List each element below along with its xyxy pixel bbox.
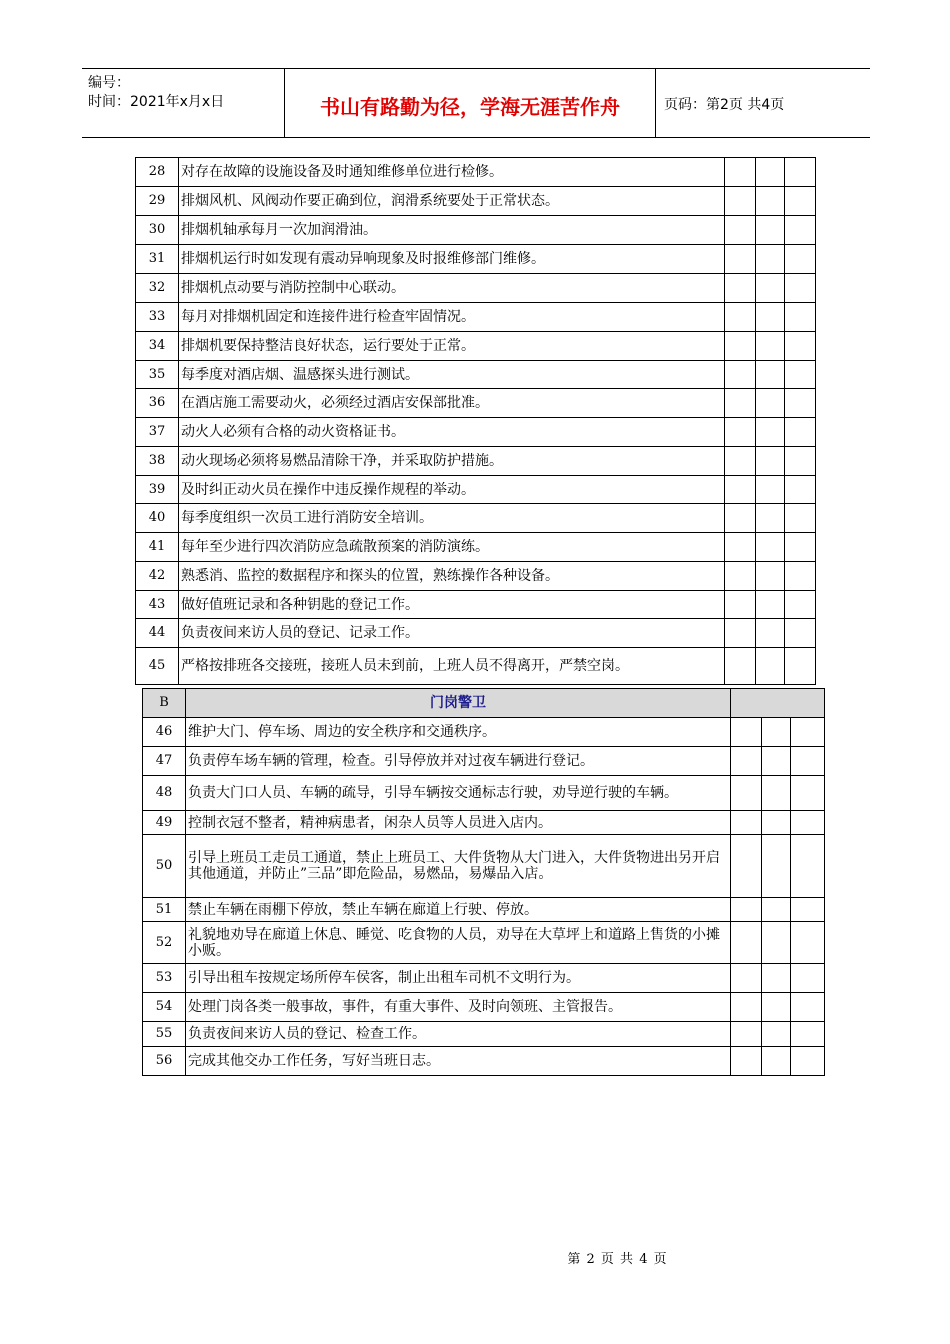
check-cell-2[interactable]	[756, 447, 785, 476]
table-row	[143, 811, 825, 835]
item-description: 礼貌地劝导在廊道上休息、睡觉、吃食物的人员，劝导在大草坪上和道路上售货的小摊小贩。	[186, 922, 731, 964]
check-cell-3[interactable]	[785, 303, 816, 332]
item-number: 56	[143, 1047, 186, 1076]
check-cell-2[interactable]	[762, 776, 791, 811]
check-cell-2[interactable]	[756, 274, 785, 303]
check-cell-1[interactable]	[725, 389, 756, 418]
table-row	[136, 158, 816, 187]
table-row	[143, 776, 825, 811]
check-cell-2[interactable]	[756, 562, 785, 591]
item-number: 41	[136, 533, 179, 562]
check-cell-2[interactable]	[762, 964, 791, 993]
item-number: 40	[136, 504, 179, 533]
table-row	[136, 418, 816, 447]
item-description: 每季度组织一次员工进行消防安全培训。	[179, 504, 725, 533]
item-description: 动火人必须有合格的动火资格证书。	[179, 418, 725, 447]
check-cell-2[interactable]	[756, 504, 785, 533]
check-cell-2[interactable]	[756, 216, 785, 245]
item-description: 引导出租车按规定场所停车侯客，制止出租车司机不文明行为。	[186, 964, 731, 993]
serial-number-label: 编号：	[88, 75, 130, 91]
item-number: 55	[143, 1022, 186, 1047]
check-cell-3[interactable]	[785, 361, 816, 389]
item-description: 控制衣冠不整者，精神病患者，闲杂人员等人员进入店内。	[186, 811, 731, 835]
section-title: 门岗警卫	[186, 689, 731, 718]
check-cell-1[interactable]	[725, 533, 756, 562]
check-cell-1[interactable]	[731, 718, 762, 747]
check-cell-1[interactable]	[731, 898, 762, 922]
check-cell-3[interactable]	[791, 1022, 825, 1047]
check-cell-2[interactable]	[756, 245, 785, 274]
item-number: 54	[143, 993, 186, 1022]
item-number: 38	[136, 447, 179, 476]
check-cell-3[interactable]	[791, 718, 825, 747]
check-cell-3[interactable]	[785, 158, 816, 187]
item-description: 处理门岗各类一般事故，事件，有重大事件、及时向领班、主管报告。	[186, 993, 731, 1022]
check-cell-3[interactable]	[791, 898, 825, 922]
table-a-body	[136, 158, 816, 685]
item-number: 32	[136, 274, 179, 303]
table-row	[136, 361, 816, 389]
item-description: 动火现场必须将易燃品清除干净，并采取防护措施。	[179, 447, 725, 476]
table-row	[136, 619, 816, 648]
check-cell-3[interactable]	[785, 619, 816, 648]
header-motto-cell	[285, 69, 656, 137]
item-number: 51	[143, 898, 186, 922]
item-description: 每季度对酒店烟、温感探头进行测试。	[179, 361, 725, 389]
check-cell-2[interactable]	[762, 922, 791, 964]
page-footer: 第 2 页 共 4 页	[567, 1252, 668, 1267]
check-cell-2[interactable]	[762, 811, 791, 835]
check-cell-1[interactable]	[725, 274, 756, 303]
check-cell-2[interactable]	[762, 993, 791, 1022]
item-description: 做好值班记录和各种钥匙的登记工作。	[179, 591, 725, 619]
item-description: 负责夜间来访人员的登记、记录工作。	[179, 619, 725, 648]
item-number: 33	[136, 303, 179, 332]
check-cell-1[interactable]	[725, 447, 756, 476]
check-cell-2[interactable]	[756, 619, 785, 648]
item-description: 严格按排班各交接班，接班人员未到前，上班人员不得离开，严禁空岗。	[179, 648, 725, 685]
check-cell-1[interactable]	[725, 245, 756, 274]
check-cell-1[interactable]	[731, 835, 762, 898]
check-cell-1[interactable]	[725, 187, 756, 216]
check-cell-3[interactable]	[791, 964, 825, 993]
section-letter: B	[143, 689, 186, 718]
item-number: 37	[136, 418, 179, 447]
date-label: 时间：2021年x月x日	[88, 94, 225, 110]
check-cell-3[interactable]	[785, 274, 816, 303]
item-description: 每年至少进行四次消防应急疏散预案的消防演练。	[179, 533, 725, 562]
item-description: 排烟机点动要与消防控制中心联动。	[179, 274, 725, 303]
check-cell-2[interactable]	[756, 303, 785, 332]
table-row	[136, 504, 816, 533]
check-cell-3[interactable]	[785, 504, 816, 533]
table-row	[143, 898, 825, 922]
check-cell-3[interactable]	[785, 533, 816, 562]
item-description: 负责夜间来访人员的登记、检查工作。	[186, 1022, 731, 1047]
check-cell-3[interactable]	[785, 389, 816, 418]
check-cell-2[interactable]	[762, 898, 791, 922]
check-cell-1[interactable]	[725, 562, 756, 591]
table-row	[136, 648, 816, 685]
check-cell-1[interactable]	[725, 158, 756, 187]
table-row	[136, 562, 816, 591]
check-cell-2[interactable]	[762, 718, 791, 747]
check-cell-3[interactable]	[785, 332, 816, 361]
item-number: 34	[136, 332, 179, 361]
table-row	[136, 447, 816, 476]
check-cell-3[interactable]	[791, 776, 825, 811]
check-cell-2[interactable]	[762, 1047, 791, 1076]
check-cell-2[interactable]	[756, 648, 785, 685]
table-row	[143, 747, 825, 776]
table-row	[136, 245, 816, 274]
table-row	[136, 389, 816, 418]
item-number: 52	[143, 922, 186, 964]
check-cell-1[interactable]	[731, 993, 762, 1022]
table-row	[143, 1022, 825, 1047]
check-cell-2[interactable]	[756, 332, 785, 361]
check-cell-3[interactable]	[791, 835, 825, 898]
duty-checklist-table-a	[135, 157, 816, 685]
document-header	[82, 68, 870, 138]
check-cell-2[interactable]	[756, 418, 785, 447]
item-description: 负责停车场车辆的管理，检查。引导停放并对过夜车辆进行登记。	[186, 747, 731, 776]
check-cell-1[interactable]	[731, 776, 762, 811]
item-number: 30	[136, 216, 179, 245]
item-number: 43	[136, 591, 179, 619]
duty-checklist-table-b	[142, 688, 825, 1076]
check-cell-1[interactable]	[725, 361, 756, 389]
check-cell-3[interactable]	[785, 187, 816, 216]
check-cell-3[interactable]	[785, 418, 816, 447]
item-number: 35	[136, 361, 179, 389]
check-cell-2[interactable]	[762, 835, 791, 898]
check-cell-3[interactable]	[785, 562, 816, 591]
table-row	[143, 993, 825, 1022]
table-row	[143, 718, 825, 747]
item-number: 36	[136, 389, 179, 418]
table-row	[136, 187, 816, 216]
check-cell-2[interactable]	[762, 1022, 791, 1047]
table-row	[143, 922, 825, 964]
motto-text: 书山有路勤为径，学海无涯苦作舟	[320, 95, 620, 119]
check-cell-2[interactable]	[756, 158, 785, 187]
table-row	[136, 476, 816, 504]
table-row	[136, 332, 816, 361]
item-number: 50	[143, 835, 186, 898]
check-cell-1[interactable]	[725, 216, 756, 245]
item-description: 引导上班员工走员工通道，禁止上班员工、大件货物从大门进入，大件货物进出另开启其他通道，并防止”三品”即危险品，易燃品，易爆品入店。	[186, 835, 731, 898]
item-number: 49	[143, 811, 186, 835]
check-cell-1[interactable]	[725, 591, 756, 619]
check-cell-3[interactable]	[785, 648, 816, 685]
item-description: 对存在故障的设施设备及时通知维修单位进行检修。	[179, 158, 725, 187]
check-cell-1[interactable]	[731, 922, 762, 964]
check-cell-1[interactable]	[725, 476, 756, 504]
check-cell-1[interactable]	[731, 811, 762, 835]
item-description: 排烟机轴承每月一次加润滑油。	[179, 216, 725, 245]
item-description: 及时纠正动火员在操作中违反操作规程的举动。	[179, 476, 725, 504]
check-cell-3[interactable]	[785, 245, 816, 274]
check-cell-1[interactable]	[731, 1022, 762, 1047]
table-row	[143, 1047, 825, 1076]
item-number: 46	[143, 718, 186, 747]
check-cell-3[interactable]	[791, 747, 825, 776]
check-cell-1[interactable]	[731, 964, 762, 993]
item-number: 42	[136, 562, 179, 591]
item-number: 28	[136, 158, 179, 187]
check-cell-3[interactable]	[791, 1047, 825, 1076]
check-cell-1[interactable]	[725, 418, 756, 447]
check-cell-2[interactable]	[756, 187, 785, 216]
section-header-row	[143, 689, 825, 718]
item-number: 44	[136, 619, 179, 648]
check-cell-1[interactable]	[725, 504, 756, 533]
check-cell-3[interactable]	[785, 216, 816, 245]
check-cell-2[interactable]	[762, 747, 791, 776]
item-description: 每月对排烟机固定和连接件进行检查牢固情况。	[179, 303, 725, 332]
item-description: 负责大门口人员、车辆的疏导，引导车辆按交通标志行驶，劝导逆行驶的车辆。	[186, 776, 731, 811]
item-number: 47	[143, 747, 186, 776]
item-description: 完成其他交办工作任务，写好当班日志。	[186, 1047, 731, 1076]
item-number: 39	[136, 476, 179, 504]
check-cell-3[interactable]	[785, 447, 816, 476]
header-meta-cell	[82, 69, 285, 137]
table-row	[136, 303, 816, 332]
item-description: 熟悉消、监控的数据程序和探头的位置，熟练操作各种设备。	[179, 562, 725, 591]
check-cell-1[interactable]	[725, 619, 756, 648]
page-number-label: 页码：第2页 共4页	[664, 97, 785, 113]
check-cell-2[interactable]	[756, 476, 785, 504]
check-cell-3[interactable]	[785, 591, 816, 619]
item-number: 53	[143, 964, 186, 993]
item-number: 31	[136, 245, 179, 274]
table-b-body	[143, 689, 825, 1076]
item-number: 29	[136, 187, 179, 216]
item-description: 排烟机要保持整洁良好状态，运行要处于正常。	[179, 332, 725, 361]
check-cell-1[interactable]	[725, 303, 756, 332]
table-row	[136, 216, 816, 245]
check-cell-1[interactable]	[731, 747, 762, 776]
item-number: 45	[136, 648, 179, 685]
item-description: 排烟机运行时如发现有震动异响现象及时报维修部门维修。	[179, 245, 725, 274]
check-cell-3[interactable]	[791, 993, 825, 1022]
check-cell-3[interactable]	[791, 811, 825, 835]
section-header-fill	[731, 689, 825, 718]
item-number: 48	[143, 776, 186, 811]
check-cell-1[interactable]	[725, 332, 756, 361]
table-row	[143, 835, 825, 898]
check-cell-2[interactable]	[756, 533, 785, 562]
table-row	[143, 964, 825, 993]
check-cell-3[interactable]	[785, 476, 816, 504]
check-cell-3[interactable]	[791, 922, 825, 964]
header-page-cell	[656, 69, 870, 137]
check-cell-1[interactable]	[725, 648, 756, 685]
item-description: 维护大门、停车场、周边的安全秩序和交通秩序。	[186, 718, 731, 747]
item-description: 在酒店施工需要动火，必须经过酒店安保部批准。	[179, 389, 725, 418]
check-cell-1[interactable]	[731, 1047, 762, 1076]
check-cell-2[interactable]	[756, 389, 785, 418]
table-row	[136, 591, 816, 619]
item-description: 禁止车辆在雨棚下停放，禁止车辆在廊道上行驶、停放。	[186, 898, 731, 922]
table-row	[136, 533, 816, 562]
check-cell-2[interactable]	[756, 361, 785, 389]
check-cell-2[interactable]	[756, 591, 785, 619]
item-description: 排烟风机、风阀动作要正确到位，润滑系统要处于正常状态。	[179, 187, 725, 216]
table-row	[136, 274, 816, 303]
